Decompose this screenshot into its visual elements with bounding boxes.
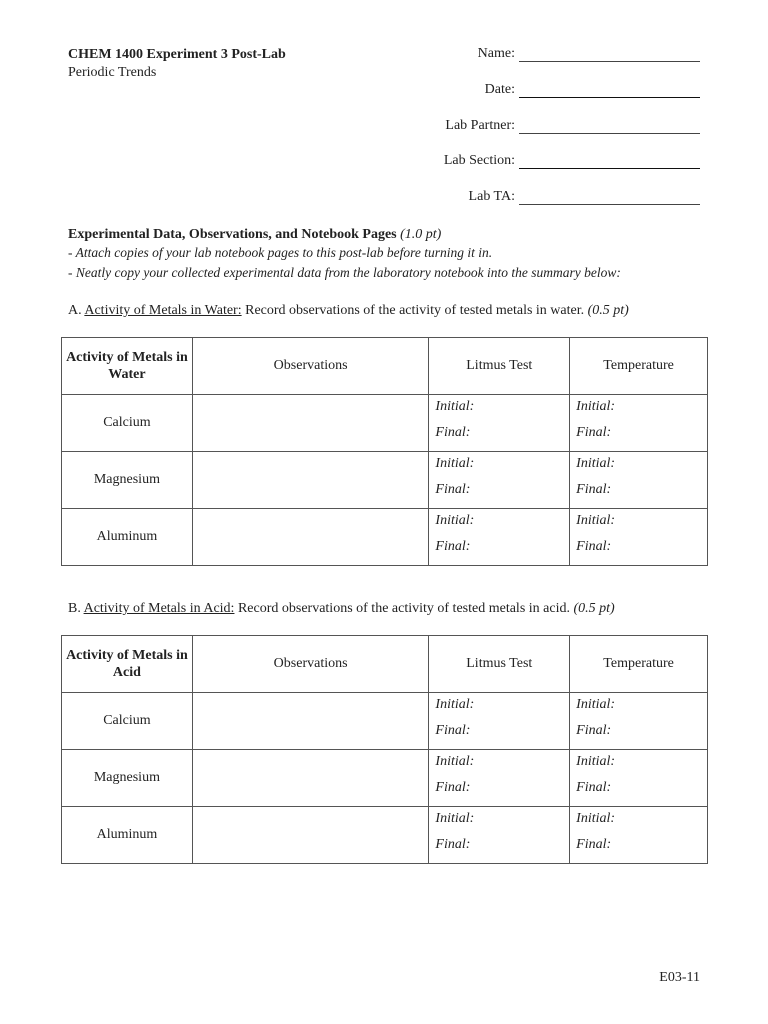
part-a-points: (0.5 pt)	[587, 303, 629, 318]
litmus-cell[interactable]	[429, 807, 570, 864]
temperature-cell[interactable]	[570, 693, 708, 750]
table-header-row	[62, 636, 708, 693]
lab-ta-label: Lab TA:	[468, 189, 515, 204]
instruction-attach: - Attach copies of your lab notebook pages to this post-lab before turning it in.	[68, 245, 493, 260]
date-blank[interactable]	[519, 82, 700, 98]
instruction-copy: - Neatly copy your collected experimental data from the laboratory notebook into the summary below:	[68, 265, 621, 280]
lab-section-label: Lab Section:	[443, 153, 515, 168]
observations-cell[interactable]	[192, 750, 429, 807]
litmus-cell[interactable]	[429, 395, 570, 452]
final-label: Final:	[576, 482, 612, 497]
metal-aluminum: Aluminum	[62, 509, 193, 566]
column-header-temperature: Temperature	[570, 636, 708, 693]
initial-label: Initial:	[435, 811, 475, 826]
lab-partner-label: Lab Partner:	[445, 118, 515, 133]
lab-partner-blank[interactable]	[519, 118, 700, 134]
initial-label: Initial:	[435, 399, 475, 414]
lab-ta-field	[469, 189, 700, 205]
part-b-prompt	[68, 601, 615, 617]
initial-label: Initial:	[576, 811, 616, 826]
name-blank[interactable]	[519, 46, 700, 62]
table-row	[62, 750, 708, 807]
initial-label: Initial:	[576, 456, 616, 471]
initial-label: Initial:	[576, 754, 616, 769]
observations-cell[interactable]	[192, 509, 429, 566]
metal-magnesium: Magnesium	[62, 750, 193, 807]
observations-cell[interactable]	[192, 452, 429, 509]
observations-cell[interactable]	[192, 395, 429, 452]
column-header-temperature: Temperature	[570, 338, 708, 395]
experiment-subtitle: Periodic Trends	[68, 65, 157, 80]
column-header-observations: Observations	[192, 338, 429, 395]
column-header-observations: Observations	[192, 636, 429, 693]
column-header-activity: Activity of Metals in Water	[62, 338, 193, 395]
part-a-letter: A.	[68, 303, 82, 318]
section-title: Experimental Data, Observations, and Notebook Pages	[68, 227, 397, 242]
metals-in-acid-table	[61, 635, 708, 864]
litmus-cell[interactable]	[429, 750, 570, 807]
metal-calcium: Calcium	[62, 693, 193, 750]
temperature-cell[interactable]	[570, 807, 708, 864]
temperature-cell[interactable]	[570, 750, 708, 807]
litmus-cell[interactable]	[429, 509, 570, 566]
final-label: Final:	[435, 723, 471, 738]
date-label: Date:	[484, 82, 515, 97]
part-b-letter: B.	[68, 601, 81, 616]
part-a-heading: Activity of Metals in Water:	[84, 303, 242, 318]
initial-label: Initial:	[435, 754, 475, 769]
temperature-cell[interactable]	[570, 509, 708, 566]
metal-calcium: Calcium	[62, 395, 193, 452]
final-label: Final:	[576, 837, 612, 852]
table-row	[62, 509, 708, 566]
final-label: Final:	[576, 539, 612, 554]
column-header-activity: Activity of Metals in Acid	[62, 636, 193, 693]
temperature-cell[interactable]	[570, 395, 708, 452]
table-row	[62, 395, 708, 452]
initial-label: Initial:	[435, 456, 475, 471]
final-label: Final:	[576, 425, 612, 440]
initial-label: Initial:	[576, 697, 616, 712]
lab-section-blank[interactable]	[519, 153, 700, 169]
final-label: Final:	[435, 482, 471, 497]
final-label: Final:	[576, 780, 612, 795]
name-field	[478, 46, 700, 62]
final-label: Final:	[435, 425, 471, 440]
initial-label: Initial:	[576, 513, 616, 528]
name-label: Name:	[477, 46, 515, 61]
final-label: Final:	[576, 723, 612, 738]
final-label: Final:	[435, 780, 471, 795]
part-a-prompt	[68, 303, 629, 319]
litmus-cell[interactable]	[429, 452, 570, 509]
table-header-row	[62, 338, 708, 395]
final-label: Final:	[435, 539, 471, 554]
part-b-text: Record observations of the activity of tested metals in acid.	[237, 601, 570, 616]
table-row	[62, 693, 708, 750]
part-b-heading: Activity of Metals in Acid:	[83, 601, 235, 616]
initial-label: Initial:	[576, 399, 616, 414]
temperature-cell[interactable]	[570, 452, 708, 509]
date-field	[485, 82, 700, 98]
course-title: CHEM 1400 Experiment 3 Post-Lab	[68, 47, 286, 62]
section-heading	[68, 227, 441, 243]
column-header-litmus: Litmus Test	[429, 636, 570, 693]
initial-label: Initial:	[435, 697, 475, 712]
part-a-text: Record observations of the activity of tested metals in water.	[245, 303, 585, 318]
initial-label: Initial:	[435, 513, 475, 528]
litmus-cell[interactable]	[429, 693, 570, 750]
metal-magnesium: Magnesium	[62, 452, 193, 509]
lab-partner-field	[445, 118, 700, 134]
lab-section-field	[444, 153, 700, 169]
final-label: Final:	[435, 837, 471, 852]
column-header-litmus: Litmus Test	[429, 338, 570, 395]
observations-cell[interactable]	[192, 693, 429, 750]
page-number: E03-11	[659, 970, 700, 985]
table-row	[62, 807, 708, 864]
observations-cell[interactable]	[192, 807, 429, 864]
metal-aluminum: Aluminum	[62, 807, 193, 864]
part-b-points: (0.5 pt)	[573, 601, 615, 616]
table-row	[62, 452, 708, 509]
lab-ta-blank[interactable]	[519, 189, 700, 205]
section-points: (1.0 pt)	[400, 227, 442, 242]
metals-in-water-table	[61, 337, 708, 566]
